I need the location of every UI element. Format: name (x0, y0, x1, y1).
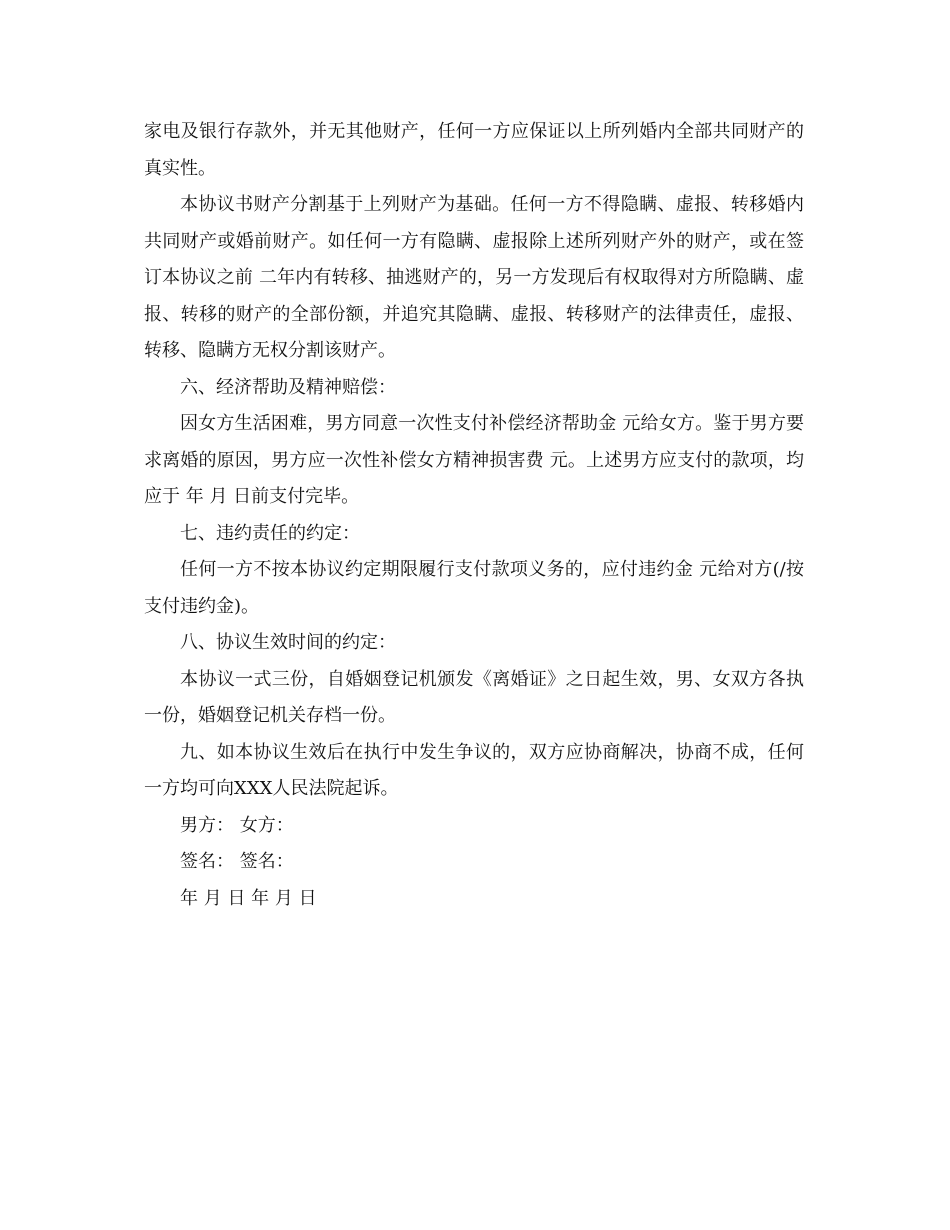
paragraph-dispute-resolution: 九、如本协议生效后在执行中发生争议的，双方应协商解决，协商不成，任何一方均可向XXX人民法院起诉。 (144, 741, 804, 799)
paragraph-property-division-basis: 本协议书财产分割基于上列财产为基础。任何一方不得隐瞒、虚报、转移婚内共同财产或婚前财产。如任何一方有隐瞒、虚报除上述所列财产外的财产，或在签订本协议之前 二年内有转移、抽逃财产的，另一方发现后有权取得对方所隐瞒、虚报、转移的财产的全部份额，并追究其隐瞒、虚报、转移财产的法律责任，虚报、转移、隐瞒方无权分割该财产。 (144, 194, 804, 361)
signature-dates-line: 年 月 日 年 月 日 (180, 887, 317, 909)
section-heading-effective-time: 八、协议生效时间的约定： (180, 632, 396, 653)
section-heading-breach-liability: 七、违约责任的约定： (180, 522, 360, 544)
section-heading-economic-help: 六、经济帮助及精神赔偿： (180, 376, 396, 398)
paragraph-property-list-end: 家电及银行存款外，并无其他财产，任何一方应保证以上所列婚内全部共同财产的真实性。 (144, 121, 804, 179)
document-body (144, 114, 804, 917)
signature-parties-line: 男方： 女方： (180, 814, 294, 836)
paragraph-breach-liability: 任何一方不按本协议约定期限履行支付款项义务的，应付违约金 元给对方(/按 支付违约金)。 (144, 559, 804, 617)
signature-names-line: 签名： 签名： (180, 851, 294, 872)
paragraph-effective-time: 本协议一式三份，自婚姻登记机颁发《离婚证》之日起生效，男、女双方各执一份，婚姻登记机关存档一份。 (144, 668, 804, 726)
paragraph-economic-help: 因女方生活困难，男方同意一次性支付补偿经济帮助金 元给女方。鉴于男方要求离婚的原因，男方应一次性补偿女方精神损害费 元。上述男方应支付的款项，均应于 年 月 日前支付完毕。 (144, 413, 804, 507)
